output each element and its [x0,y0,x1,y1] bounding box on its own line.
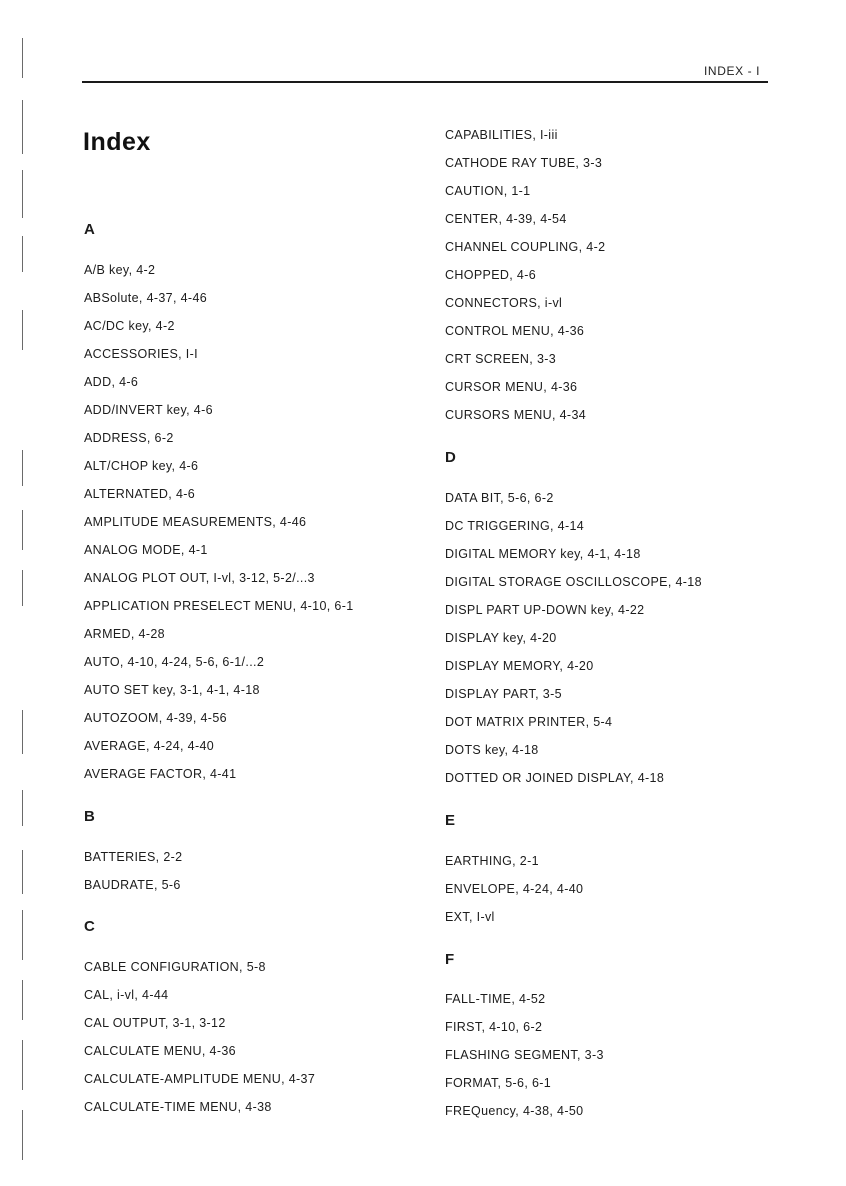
index-entry: AVERAGE FACTOR, 4-41 [84,767,237,781]
index-entry: CAUTION, 1-1 [445,184,531,198]
index-entry: ALT/CHOP key, 4-6 [84,459,199,473]
index-entry: ANALOG MODE, 4-1 [84,543,208,557]
index-entry: FALL-TIME, 4-52 [445,992,546,1006]
index-entry: CAPABILITIES, I-iii [445,128,558,142]
index-entry: FORMAT, 5-6, 6-1 [445,1076,552,1090]
index-entry: AUTOZOOM, 4-39, 4-56 [84,711,227,725]
index-entry: BAUDRATE, 5-6 [84,878,181,892]
section-letter-a: A [84,221,95,238]
index-entry: CAL, i-vl, 4-44 [84,988,169,1002]
index-entry: APPLICATION PRESELECT MENU, 4-10, 6-1 [84,599,354,613]
index-entry: DISPLAY PART, 3-5 [445,687,562,701]
binding-margin-marks [18,30,30,1170]
section-letter-e: E [445,812,456,829]
index-entry: CHOPPED, 4-6 [445,268,537,282]
index-entry: EARTHING, 2-1 [445,854,539,868]
index-entry: AUTO, 4-10, 4-24, 5-6, 6-1/...2 [84,655,265,669]
index-entry: DIGITAL MEMORY key, 4-1, 4-18 [445,547,641,561]
index-entry: BATTERIES, 2-2 [84,850,183,864]
section-letter-b: B [84,808,95,825]
index-entry: CALCULATE MENU, 4-36 [84,1044,236,1058]
index-entry: ENVELOPE, 4-24, 4-40 [445,882,584,896]
index-entry: AVERAGE, 4-24, 4-40 [84,739,215,753]
index-entry: CALCULATE-AMPLITUDE MENU, 4-37 [84,1072,316,1086]
index-entry: CALCULATE-TIME MENU, 4-38 [84,1100,272,1114]
index-entry: CURSOR MENU, 4-36 [445,380,578,394]
index-entry: CRT SCREEN, 3-3 [445,352,557,366]
index-entry: CONNECTORS, i-vl [445,296,563,310]
index-entry: DISPLAY MEMORY, 4-20 [445,659,594,673]
index-entry: AUTO SET key, 3-1, 4-1, 4-18 [84,683,260,697]
page-title: Index [83,128,151,156]
index-entry: FLASHING SEGMENT, 3-3 [445,1048,604,1062]
index-entry: ADDRESS, 6-2 [84,431,174,445]
index-entry: CABLE CONFIGURATION, 5-8 [84,960,266,974]
index-entry: DC TRIGGERING, 4-14 [445,519,585,533]
index-entry: FREQuency, 4-38, 4-50 [445,1104,584,1118]
index-entry: ABSolute, 4-37, 4-46 [84,291,208,305]
index-entry: CENTER, 4-39, 4-54 [445,212,567,226]
index-entry: FIRST, 4-10, 6-2 [445,1020,543,1034]
section-letter-f: F [445,951,455,968]
running-header: INDEX - I [704,64,761,78]
index-entry: DATA BIT, 5-6, 6-2 [445,491,554,505]
index-entry: DIGITAL STORAGE OSCILLOSCOPE, 4-18 [445,575,702,589]
index-entry: ACCESSORIES, I-I [84,347,198,361]
index-entry: DISPLAY key, 4-20 [445,631,557,645]
index-entry: CONTROL MENU, 4-36 [445,324,585,338]
section-letter-c: C [84,918,95,935]
index-entry: ALTERNATED, 4-6 [84,487,196,501]
index-entry: ADD/INVERT key, 4-6 [84,403,213,417]
index-entry: CATHODE RAY TUBE, 3-3 [445,156,603,170]
index-entry: CAL OUTPUT, 3-1, 3-12 [84,1016,226,1030]
index-entry: CHANNEL COUPLING, 4-2 [445,240,606,254]
index-entry: CURSORS MENU, 4-34 [445,408,587,422]
index-entry: DOT MATRIX PRINTER, 5-4 [445,715,613,729]
index-entry: DISPL PART UP-DOWN key, 4-22 [445,603,645,617]
index-entry: AC/DC key, 4-2 [84,319,175,333]
index-entry: ARMED, 4-28 [84,627,165,641]
header-rule [82,81,768,83]
index-entry: AMPLITUDE MEASUREMENTS, 4-46 [84,515,307,529]
index-entry: DOTTED OR JOINED DISPLAY, 4-18 [445,771,665,785]
index-entry: ADD, 4-6 [84,375,139,389]
index-entry: DOTS key, 4-18 [445,743,539,757]
index-entry: A/B key, 4-2 [84,263,156,277]
index-entry: ANALOG PLOT OUT, I-vl, 3-12, 5-2/...3 [84,571,315,585]
section-letter-d: D [445,449,456,466]
index-entry: EXT, I-vl [445,910,495,924]
